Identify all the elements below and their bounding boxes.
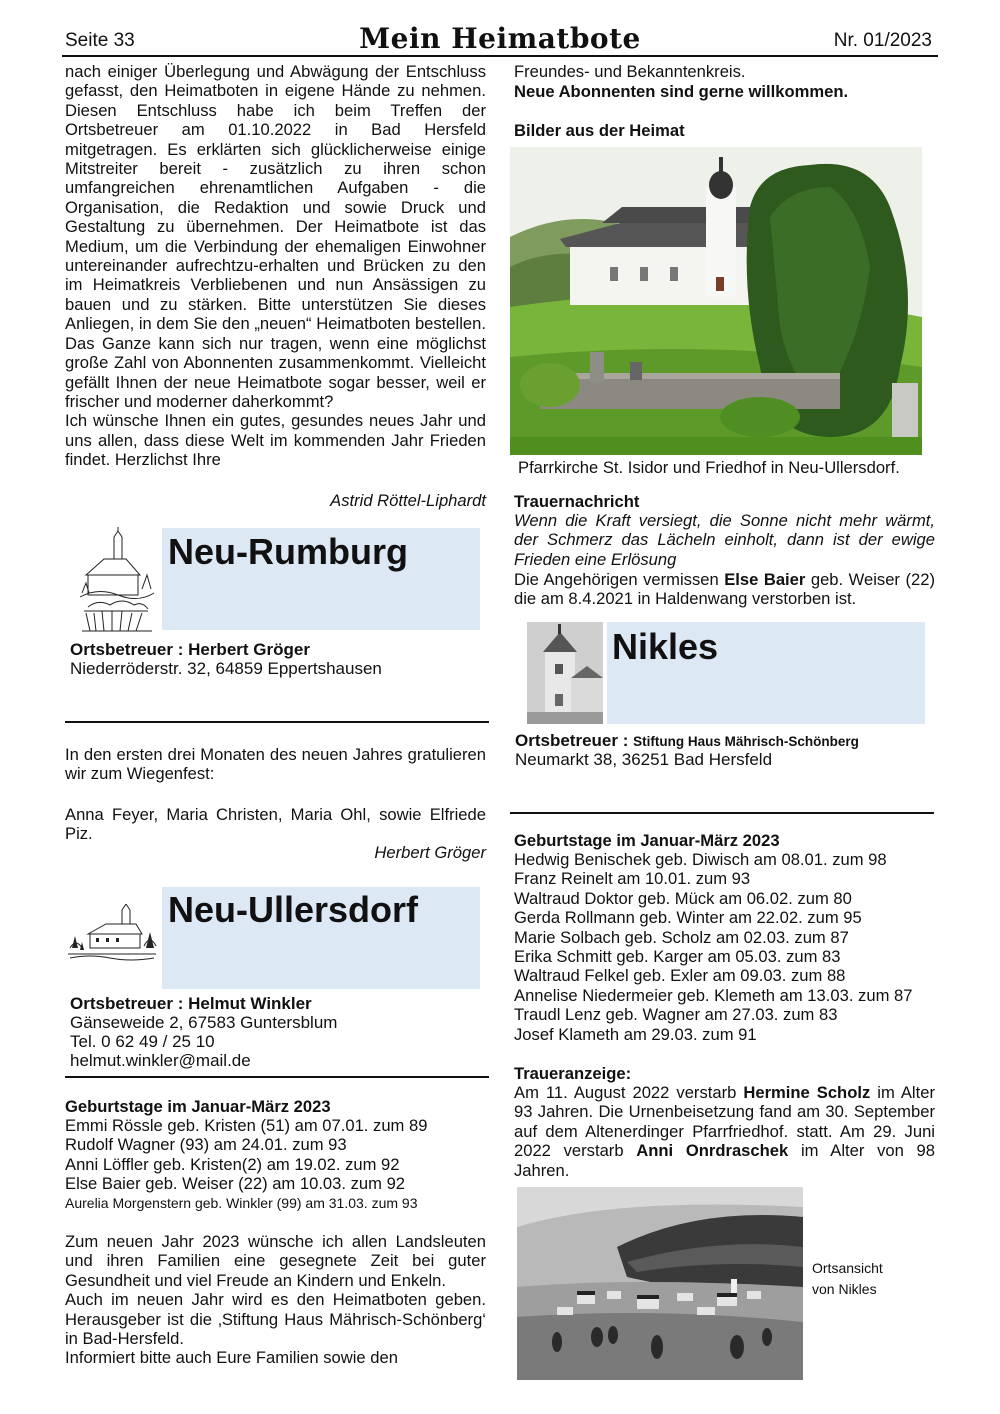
intro-wishes: Ich wünsche Ihnen ein gutes, gesundes neues Jahr und uns allen, dass diese Welt im kommenden Jahr Frieden findet. Herzlichst Ihre bbox=[65, 411, 486, 470]
mourning-heading: Trauernachricht bbox=[514, 492, 640, 511]
tower-photo-image bbox=[527, 622, 603, 724]
church-photo-image bbox=[510, 147, 922, 455]
list-item: Hedwig Benischek geb. Diwisch am 08.01. zum 98 bbox=[514, 850, 887, 869]
neu-ullersdorf-birthday-list bbox=[65, 1116, 486, 1213]
issue-number: Nr. 01/2023 bbox=[833, 30, 932, 51]
nikles-birthday-list bbox=[514, 850, 935, 1044]
newsletter-title: Mein Heimatbote bbox=[359, 22, 641, 55]
village-sketch-drawing bbox=[66, 904, 158, 962]
neu-rumburg-address: Niederröderstr. 32, 64859 Eppertshausen bbox=[70, 659, 382, 678]
list-item: Anni Löffler geb. Kristen(2) am 19.02. zum 92 bbox=[65, 1154, 400, 1174]
intro-paragraph: nach einiger Überlegung und Abwägung der Entschluss gefasst, den Heimatboten in eigene Hände zu nehmen. Diesen Entschluss habe ich beim Treffen der Ortsbetreuer am 01.10.2022 in Bad Hersfeld mitgetragen. Es erklärten sich glücklicherweise einige Mitstreiter bereit - zusätzlich zu ihren schon umfangreichen ehrenamtlichen Aufgaben - die Organisation, die Redaktion und sowie Druck und Gestaltung zu übernehmen. Der Heimatbote ist das Medium, um die Verbindung der ehemaligen Einwohner untereinander aufrechtzu-erhalten und Brücken zu den im Heimatkreis Verbliebenen und nun Ansässigen zu bauen und zu stärken. Bitte unterstützen Sie dieses Anliegen, in dem Sie den „neuen“ Heimatboten bestellen. Das Ganze kann sich nur tragen, wenn eine möglichst große Zahl von Abonnenten zusammenkommt. Vielleicht gefällt Ihnen der neue Heimatbote sogar besser, weil er frischer und moderner daherkommt? bbox=[65, 62, 486, 411]
list-item: Traudl Lenz geb. Wagner am 27.03. zum 83 bbox=[514, 1005, 838, 1025]
death2-post: im Alter von 98 Jahren. bbox=[514, 1141, 935, 1180]
list-item: Emmi Rössle geb. Kristen (51) am 07.01. zum 89 bbox=[65, 1116, 428, 1135]
subscription-call: Neue Abonnenten sind gerne willkommen. bbox=[514, 82, 849, 101]
neu-ullersdorf-caretaker: Ortsbetreuer : Helmut Winkler bbox=[70, 994, 312, 1013]
list-item: Waltraud Doktor geb. Mück am 06.02. zum 80 bbox=[514, 888, 852, 908]
neu-ullersdorf-rule bbox=[65, 1076, 489, 1078]
nikles-birthdays-heading: Geburtstage im Januar-März 2023 bbox=[514, 831, 780, 850]
death-notice-text bbox=[514, 1083, 935, 1180]
neu-ullersdorf-closing bbox=[65, 1232, 486, 1368]
mourning-pre: Die Angehörigen vermissen bbox=[514, 570, 719, 589]
death1-post: im Alter 93 Jahren. Die Urnenbeisetzung fand am 30. September auf dem Altenerdinger Pfarrfriedhof. statt. bbox=[514, 1083, 935, 1141]
nikles-title: Nikles bbox=[612, 626, 719, 667]
neu-ullersdorf-address: Gänseweide 2, 67583 Guntersblum bbox=[70, 1013, 338, 1032]
list-item: Waltraud Felkel geb. Exler am 09.03. zum 88 bbox=[514, 966, 846, 986]
church-photo-caption: Pfarrkirche St. Isidor und Friedhof in Neu-Ullersdorf. bbox=[518, 458, 900, 477]
nikles-caretaker-name: Stiftung Haus Mährisch-Schönberg bbox=[633, 734, 859, 749]
list-item: Else Baier geb. Weiser (22) am 10.03. zum 92 bbox=[65, 1174, 406, 1194]
neu-rumburg-title: Neu-Rumburg bbox=[168, 531, 408, 572]
list-item: Marie Solbach geb. Scholz am 02.03. zum 87 bbox=[514, 927, 849, 947]
nikles-village-photo bbox=[517, 1187, 803, 1380]
intro-text bbox=[65, 62, 486, 470]
list-item: Franz Reinelt am 10.01. zum 93 bbox=[514, 869, 751, 889]
closing-paragraph: Informiert bitte auch Eure Familien sowie den bbox=[65, 1348, 398, 1368]
death2-name: Anni Onrdraschek bbox=[636, 1141, 789, 1161]
list-item: Erika Schmitt geb. Karger am 05.03. zum 83 bbox=[514, 947, 841, 967]
neu-ullersdorf-birthdays-heading: Geburtstage im Januar-März 2023 bbox=[65, 1097, 331, 1116]
neu-rumburg-rule bbox=[65, 721, 489, 723]
page-number: Seite 33 bbox=[65, 30, 135, 51]
intro-signature: Astrid Röttel-Liphardt bbox=[330, 491, 486, 510]
death1-pre: Am 11. August 2022 verstarb bbox=[514, 1083, 737, 1102]
neu-ullersdorf-title: Neu-Ullersdorf bbox=[168, 889, 419, 930]
neu-ullersdorf-email[interactable]: helmut.winkler@mail.de bbox=[70, 1051, 251, 1070]
nikles-address: Neumarkt 38, 36251 Bad Hersfeld bbox=[515, 750, 773, 769]
list-item: Gerda Rollmann geb. Winter am 22.02. zum 95 bbox=[514, 908, 862, 928]
church-sketch-drawing bbox=[78, 527, 156, 637]
neu-rumburg-signature: Herbert Gröger bbox=[374, 843, 486, 862]
list-item: Aurelia Morgenstern geb. Winkler (99) am 31.03. zum 93 bbox=[65, 1194, 418, 1211]
list-item: Rudolf Wagner (93) am 24.01. zum 93 bbox=[65, 1135, 347, 1155]
mourning-poem: Wenn die Kraft versiegt, die Sonne nicht mehr wärmt, der Schmerz das Lächeln einholt, dann ist der ewige Frieden eine Erlösung bbox=[514, 511, 935, 569]
death1-name: Hermine Scholz bbox=[743, 1083, 871, 1102]
mourning-post: geb. Weiser (22) die am 8.4.2021 in Haldenwang verstorben ist. bbox=[514, 570, 935, 609]
nikles-rule bbox=[510, 812, 934, 814]
closing-paragraph: Zum neuen Jahr 2023 wünsche ich allen Landsleuten und ihren Familien eine gesegnete Zeit bei guter Gesundheit und viel Freude an Kindern und Enkeln. bbox=[65, 1232, 486, 1290]
neu-rumburg-greeting: In den ersten drei Monaten des neuen Jahres gratulieren wir zum Wiegenfest: bbox=[65, 745, 486, 784]
death2-pre: Am 29. Juni 2022 verstarb bbox=[514, 1121, 935, 1161]
nikles-caretaker-label: Ortsbetreuer : bbox=[515, 731, 629, 750]
closing-paragraph: Auch im neuen Jahr wird es den Heimatboten geben. Herausgeber ist die ‚Stiftung Haus Mährisch-Schönberg‘ in Bad-Hersfeld. bbox=[65, 1290, 486, 1349]
pictures-heading: Bilder aus der Heimat bbox=[514, 121, 685, 140]
church-photo bbox=[510, 147, 922, 455]
header-rule bbox=[62, 55, 938, 57]
village-sketch bbox=[66, 904, 158, 962]
subscription-line: Freundes- und Bekanntenkreis. bbox=[514, 62, 746, 81]
nikles-caretaker bbox=[515, 731, 859, 751]
village-photo-caption-line: Ortsansicht bbox=[812, 1260, 883, 1276]
village-photo-image bbox=[517, 1187, 803, 1380]
neu-rumburg-caretaker: Ortsbetreuer : Herbert Gröger bbox=[70, 640, 310, 659]
mourning-notice bbox=[514, 570, 935, 609]
mourning-name: Else Baier bbox=[724, 570, 806, 589]
nikles-tower-photo bbox=[527, 622, 603, 724]
village-photo-caption-line: von Nikles bbox=[812, 1281, 877, 1297]
neu-ullersdorf-phone: Tel. 0 62 49 / 25 10 bbox=[70, 1032, 215, 1051]
church-sketch bbox=[78, 527, 156, 637]
neu-rumburg-names: Anna Feyer, Maria Christen, Maria Ohl, sowie Elfriede Piz. bbox=[65, 805, 486, 844]
death-notice-heading: Traueranzeige: bbox=[514, 1064, 632, 1083]
list-item: Annelise Niedermeier geb. Klemeth am 13.03. zum 87 bbox=[514, 985, 913, 1005]
list-item: Josef Klameth am 29.03. zum 91 bbox=[514, 1024, 757, 1044]
village-photo-caption bbox=[812, 1258, 883, 1300]
